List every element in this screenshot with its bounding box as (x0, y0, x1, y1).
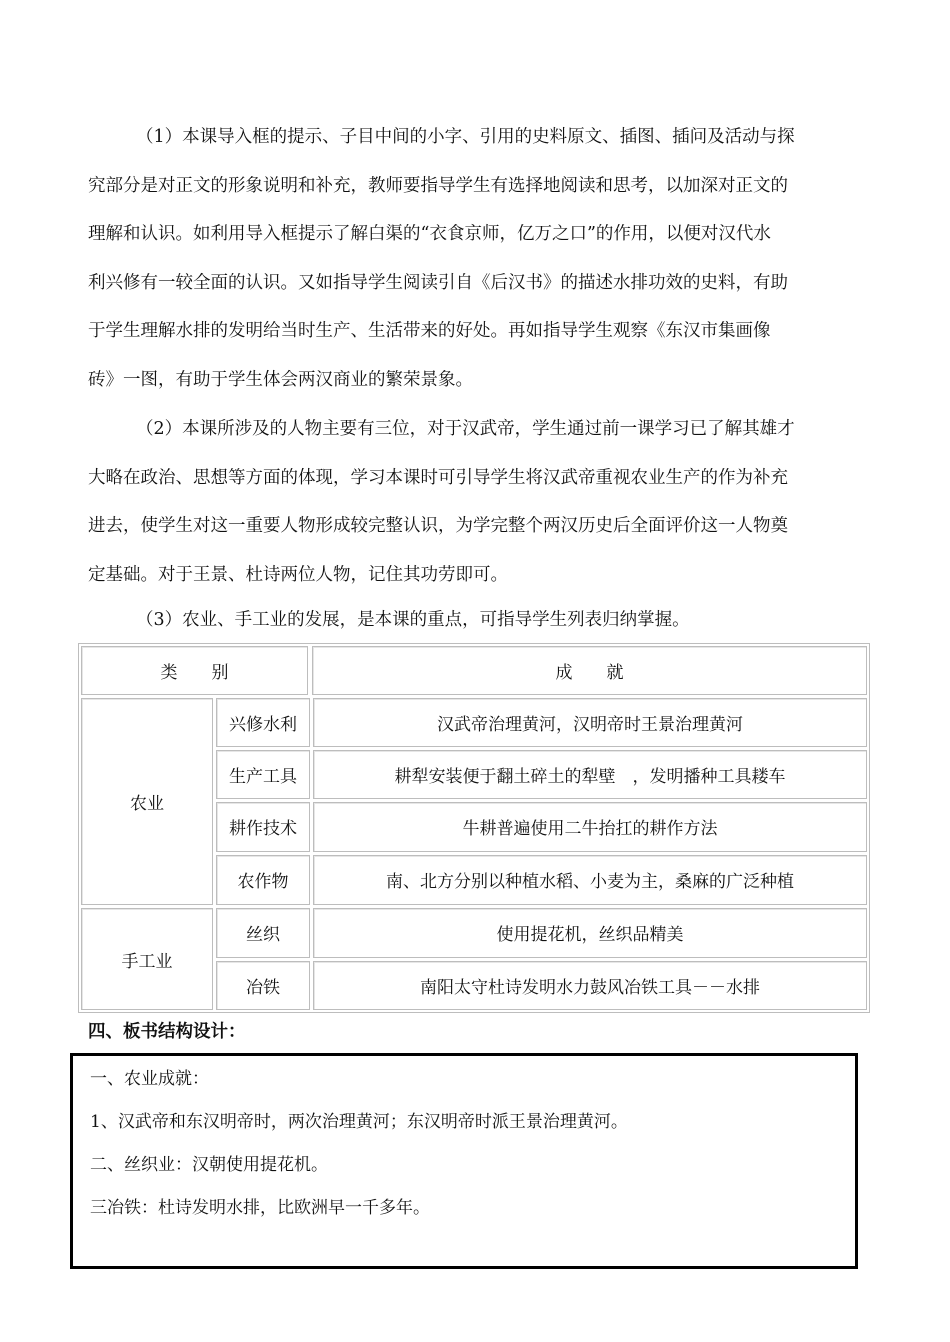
achievement-table (78, 643, 870, 1013)
sub-category: 生产工具 (216, 750, 310, 799)
p1-line: 砖》一图，有助于学生体会两汉商业的繁荣景象。 (88, 369, 473, 390)
p2-line: 定基础。对于王景、杜诗两位人物，记住其功劳即可。 (88, 564, 508, 585)
achievement-text: 耕犁安装便于翻土碎土的犁壁 ，发明播种工具耧车 (313, 750, 867, 799)
p1-line: 究部分是对正文的形象说明和补充，教师要指导学生有选择地阅读和思考，以加深对正文的 (88, 175, 788, 196)
paragraph-3 (88, 596, 854, 645)
p1-line: （1）本课导入框的提示、子目中间的小字、引用的史料原文、插图、插问及活动与探 (136, 127, 795, 147)
p2-line: 大略在政治、思想等方面的体现，学习本课时可引导学生将汉武帝重视农业生产的作为补充 (88, 467, 788, 488)
p2-line: （2）本课所涉及的人物主要有三位，对于汉武帝，学生通过前一课学习已了解其雄才 (136, 419, 795, 439)
category-handicraft: 手工业 (81, 908, 213, 1010)
achievement-text: 牛耕普遍使用二牛抬扛的耕作方法 (313, 802, 867, 852)
p1-line: 利兴修有一较全面的认识。又如指导学生阅读引自《后汉书》的描述水排功效的史料，有助 (88, 272, 788, 293)
board-design-box (70, 1053, 858, 1269)
sub-category: 农作物 (216, 855, 310, 905)
paragraph-2 (88, 405, 854, 599)
sub-category: 丝织 (216, 908, 310, 958)
header-achievement: 成 就 (312, 646, 867, 695)
paragraph-1 (88, 113, 854, 404)
p1-line: 于学生理解水排的发明给当时生产、生活带来的好处。再如指导学生观察《东汉市集画像 (88, 321, 771, 341)
sub-category: 冶铁 (216, 961, 310, 1010)
board-line: 1、汉武帝和东汉明帝时，两次治理黄河；东汉明帝时派王景治理黄河。 (90, 1112, 628, 1132)
header-category: 类 别 (81, 646, 308, 695)
achievement-text: 汉武帝治理黄河，汉明帝时王景治理黄河 (313, 698, 867, 747)
achievement-text: 南、北方分别以种植水稻、小麦为主，桑麻的广泛种植 (313, 855, 867, 905)
board-line: 一、农业成就： (90, 1069, 209, 1089)
achievement-text: 南阳太守杜诗发明水力鼓风冶铁工具－－水排 (313, 961, 867, 1010)
achievement-text: 使用提花机，丝织品精美 (313, 908, 867, 958)
category-agriculture: 农业 (81, 698, 213, 905)
section-heading: 四、板书结构设计： (88, 1022, 246, 1042)
board-line: 二、丝织业：汉朝使用提花机。 (90, 1155, 328, 1175)
p2-line: 进去，使学生对这一重要人物形成较完整认识，为学完整个两汉历史后全面评价这一人物奠 (88, 516, 788, 536)
p3-line: （3）农业、手工业的发展，是本课的重点，可指导学生列表归纳掌握。 (136, 610, 690, 630)
sub-category: 耕作技术 (216, 802, 310, 852)
p1-line: 理解和认识。如利用导入框提示了解白渠的“衣食京师，亿万之口”的作用，以便对汉代水 (88, 224, 771, 244)
sub-category: 兴修水利 (216, 698, 310, 747)
board-line: 三冶铁：杜诗发明水排，比欧洲早一千多年。 (90, 1198, 430, 1218)
